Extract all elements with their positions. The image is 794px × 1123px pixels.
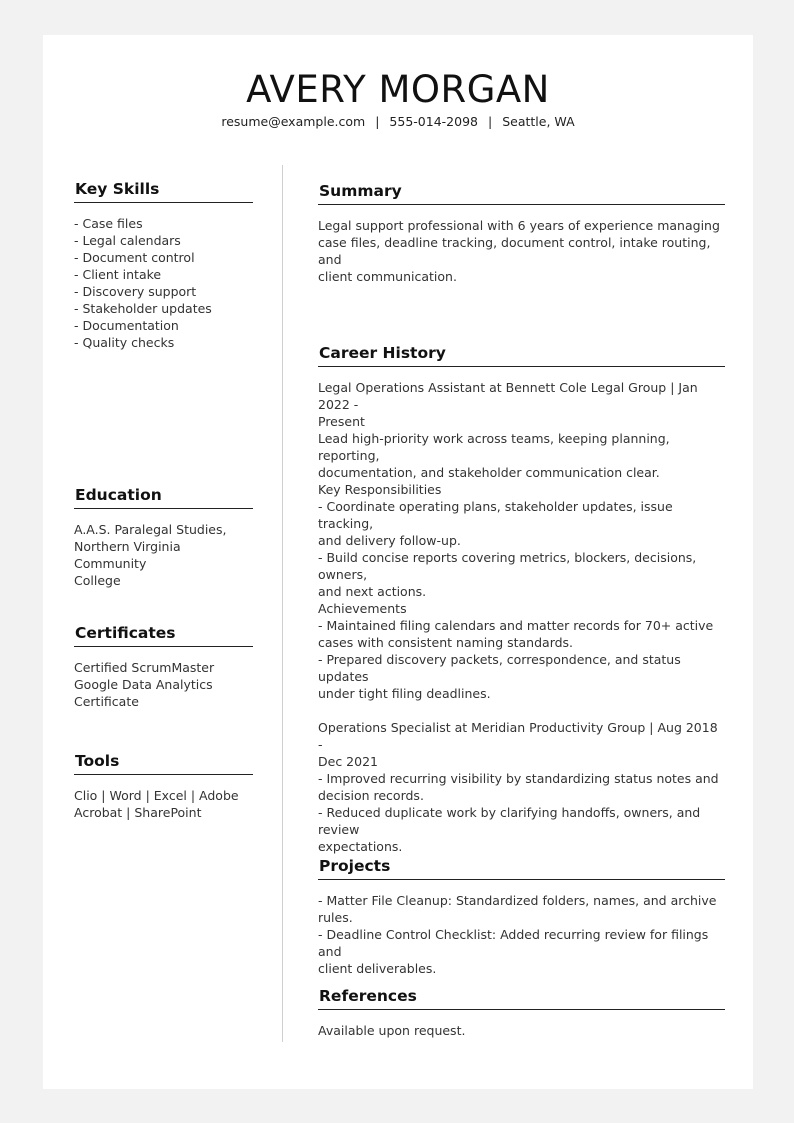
summary-line: client communication. [318, 269, 457, 284]
certificates-heading: Certificates [74, 623, 253, 647]
career-history-section [318, 343, 725, 855]
summary-heading: Summary [318, 181, 725, 205]
column-divider [282, 165, 283, 1042]
skill-item: - Document control [74, 250, 195, 265]
tools-line: Clio | Word | Excel | Adobe [74, 788, 239, 803]
job-line: Dec 2021 [318, 754, 378, 769]
job-entry [318, 379, 725, 702]
references-heading: References [318, 986, 725, 1010]
education-heading: Education [74, 485, 253, 509]
job-line: documentation, and stakeholder communication clear. [318, 465, 660, 480]
tools-heading: Tools [74, 751, 253, 775]
contact-separator: | [487, 114, 493, 129]
education-line: College [74, 573, 121, 588]
contact-line [43, 114, 753, 130]
job-spacer [318, 702, 725, 719]
career-history-content [318, 379, 725, 855]
references-line: Available upon request. [318, 1023, 466, 1038]
key-skills-section [74, 179, 253, 351]
job-line: - Improved recurring visibility by standardizing status notes and [318, 771, 719, 786]
job-line: - Prepared discovery packets, correspondence, and status updates [318, 652, 681, 684]
job-line: Present [318, 414, 365, 429]
skill-item: - Legal calendars [74, 233, 181, 248]
resume-page [43, 35, 753, 1089]
certificate-line: Certified ScrumMaster [74, 660, 215, 675]
education-line: A.A.S. Paralegal Studies, [74, 522, 227, 537]
job-line: - Build concise reports covering metrics, blockers, decisions, owners, [318, 550, 697, 582]
job-line: decision records. [318, 788, 424, 803]
skill-item: - Client intake [74, 267, 162, 282]
education-details [74, 521, 253, 589]
certificates-section [74, 623, 253, 710]
job-line: under tight filing deadlines. [318, 686, 491, 701]
project-line: - Matter File Cleanup: Standardized folders, names, and archive [318, 893, 717, 908]
references-section [318, 986, 725, 1039]
job-line: Achievements [318, 601, 407, 616]
education-section [74, 485, 253, 589]
tools-list [74, 787, 253, 821]
contact-location: Seattle, WA [502, 114, 575, 129]
summary-section [318, 181, 725, 285]
education-line: Northern Virginia Community [74, 539, 181, 571]
contact-phone: 555-014-2098 [389, 114, 478, 129]
tools-line: Acrobat | SharePoint [74, 805, 202, 820]
job-line: Legal Operations Assistant at Bennett Cole Legal Group | Jan 2022 - [318, 380, 698, 412]
project-line: client deliverables. [318, 961, 437, 976]
job-line: - Reduced duplicate work by clarifying handoffs, owners, and review [318, 805, 701, 837]
references-text [318, 1022, 725, 1039]
job-line: - Coordinate operating plans, stakeholder updates, issue tracking, [318, 499, 673, 531]
key-skills-heading: Key Skills [74, 179, 253, 203]
job-line: Lead high-priority work across teams, keeping planning, reporting, [318, 431, 670, 463]
candidate-name: AVERY MORGAN [246, 68, 550, 111]
job-line: cases with consistent naming standards. [318, 635, 574, 650]
job-line: and next actions. [318, 584, 427, 599]
contact-email: resume@example.com [221, 114, 366, 129]
tools-section [74, 751, 253, 821]
career-history-heading: Career History [318, 343, 725, 367]
certificate-line: Certificate [74, 694, 139, 709]
contact-separator: | [375, 114, 380, 129]
summary-line: case files, deadline tracking, document control, intake routing, and [318, 235, 711, 267]
skill-item: - Discovery support [74, 284, 197, 299]
project-line: - Deadline Control Checklist: Added recurring review for filings and [318, 927, 709, 959]
key-skills-list [74, 215, 253, 351]
project-line: rules. [318, 910, 353, 925]
job-line: and delivery follow-up. [318, 533, 461, 548]
job-line: Operations Specialist at Meridian Productivity Group | Aug 2018 - [318, 720, 718, 752]
projects-list [318, 892, 725, 977]
job-line: expectations. [318, 839, 403, 854]
summary-text [318, 217, 725, 285]
job-line: Key Responsibilities [318, 482, 442, 497]
skill-item: - Quality checks [74, 335, 175, 350]
skill-item: - Documentation [74, 318, 179, 333]
projects-section [318, 856, 725, 977]
skill-item: - Case files [74, 216, 143, 231]
job-line: - Maintained filing calendars and matter records for 70+ active [318, 618, 714, 633]
projects-heading: Projects [318, 856, 725, 880]
certificate-line: Google Data Analytics [74, 677, 213, 692]
summary-line: Legal support professional with 6 years of experience managing [318, 218, 720, 233]
job-entry [318, 719, 725, 855]
certificates-list [74, 659, 253, 710]
skill-item: - Stakeholder updates [74, 301, 212, 316]
